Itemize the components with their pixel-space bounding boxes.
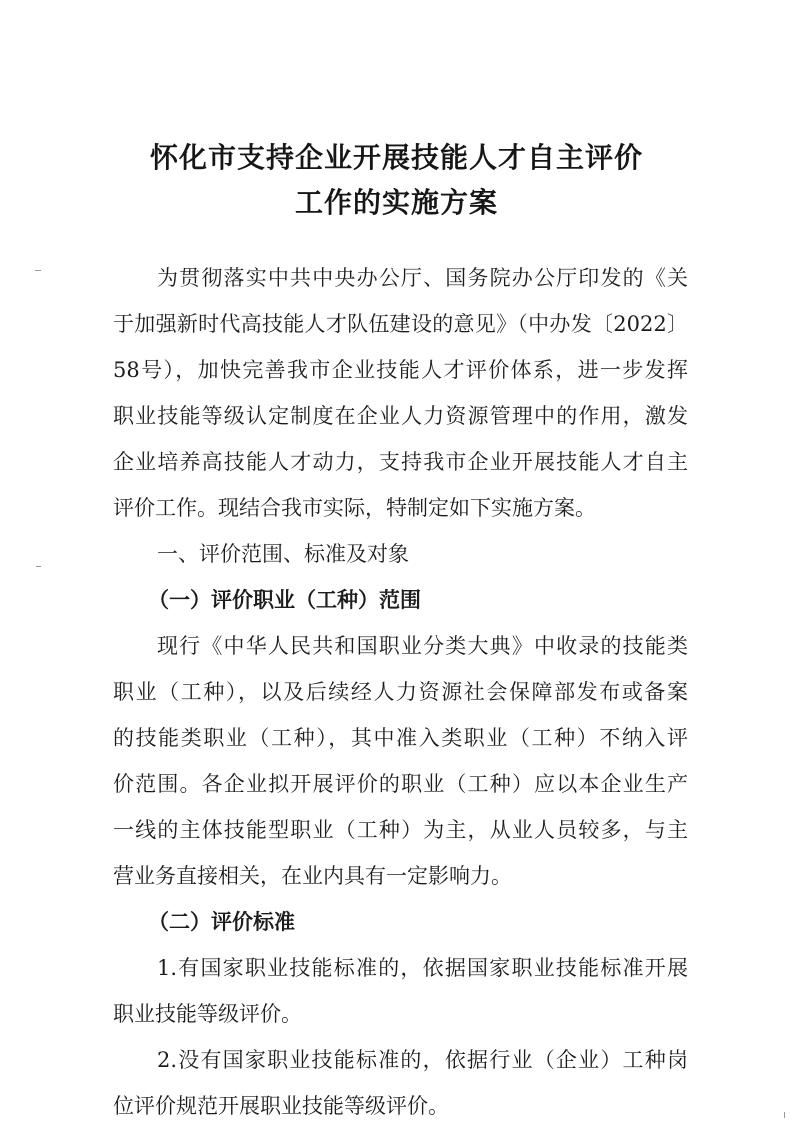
scan-artifact bbox=[784, 1112, 785, 1118]
document-title-line-2: 工作的实施方案 bbox=[294, 186, 498, 219]
body-text-line: 企业培养高技能人才动力，支持我市企业开展技能人才自主 bbox=[113, 450, 688, 474]
section-heading: 一、评价范围、标准及对象 bbox=[157, 542, 409, 566]
body-text-line: 价范围。各企业拟开展评价的职业（工种）应以本企业生产 bbox=[113, 772, 688, 796]
body-text-line: 一线的主体技能型职业（工种）为主，从业人员较多，与主 bbox=[113, 818, 688, 842]
scan-artifact bbox=[36, 566, 41, 567]
body-text-line: 58号），加快完善我市企业技能人才评价体系，进一步发挥 bbox=[113, 358, 688, 382]
body-text-line: 2.没有国家职业技能标准的，依据行业（企业）工种岗 bbox=[157, 1048, 688, 1072]
scan-artifact bbox=[35, 270, 41, 271]
body-text-line: 职业技能等级评价。 bbox=[113, 1002, 302, 1026]
body-text-line: 1.有国家职业技能标准的，依据国家职业技能标准开展 bbox=[157, 956, 688, 980]
subsection-heading: （一）评价职业（工种）范围 bbox=[148, 588, 421, 612]
body-text-line: 于加强新时代高技能人才队伍建设的意见》（中办发〔2022〕 bbox=[113, 312, 688, 336]
body-text-line: 的技能类职业（工种），其中准入类职业（工种）不纳入评 bbox=[113, 726, 688, 750]
body-text-line: 位评价规范开展职业技能等级评价。 bbox=[113, 1094, 449, 1118]
body-text-line: 评价工作。现结合我市实际，特制定如下实施方案。 bbox=[113, 496, 596, 520]
subsection-heading: （二）评价标准 bbox=[148, 910, 295, 934]
body-text-line: 现行《中华人民共和国职业分类大典》中收录的技能类 bbox=[157, 634, 688, 658]
body-text-line: 营业务直接相关，在业内具有一定影响力。 bbox=[113, 864, 512, 888]
body-text-line: 为贯彻落实中共中央办公厅、国务院办公厅印发的《关 bbox=[157, 266, 688, 290]
document-title-line-1: 怀化市支持企业开展技能人才自主评价 bbox=[149, 141, 643, 174]
body-text-line: 职业技能等级认定制度在企业人力资源管理中的作用，激发 bbox=[113, 404, 688, 428]
body-text-line: 职业（工种），以及后续经人力资源社会保障部发布或备案 bbox=[113, 680, 688, 704]
